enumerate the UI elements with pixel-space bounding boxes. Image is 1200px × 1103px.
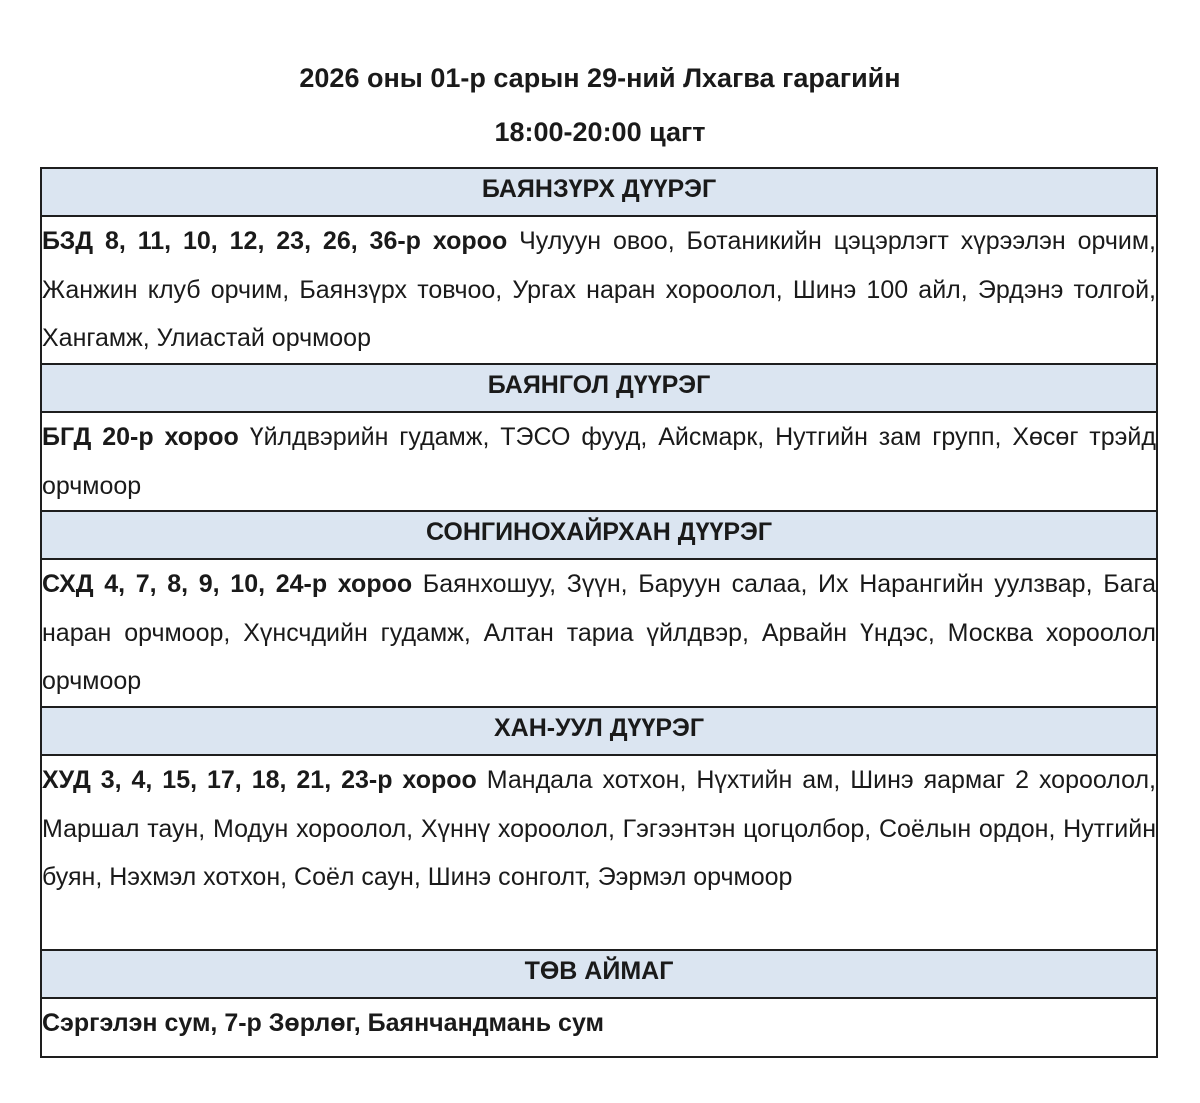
district-body-row: [41, 755, 1157, 950]
district-khoroo-list: БГД 20-р хороо: [42, 423, 239, 451]
district-header-row: [41, 707, 1157, 755]
district-khoroo-list: ХУД 3, 4, 15, 17, 18, 21, 23-р хороо: [42, 766, 477, 794]
district-name: ХАН-УУЛ ДҮҮРЭГ: [41, 707, 1157, 755]
district-name: ТӨВ АЙМАГ: [41, 950, 1157, 998]
district-khoroo-list: БЗД 8, 11, 10, 12, 23, 26, 36-р хороо: [42, 227, 508, 255]
district-header-row: [41, 511, 1157, 559]
district-locations: [41, 216, 1157, 364]
district-name: СОНГИНОХАЙРХАН ДҮҮРЭГ: [41, 511, 1157, 559]
district-header-row: [41, 950, 1157, 998]
district-body-row: [41, 559, 1157, 707]
district-locations: [41, 412, 1157, 511]
district-location-list: Чулуун овоо, Ботаникийн цэцэрлэгт хүрээлэн орчим, Жанжин клуб орчим, Баянзүрх товчоо, Ургах наран хороолол, Шинэ 100 айл, Эрдэнэ толгой, Хангамж, Улиастай орчмоор: [42, 227, 1156, 352]
district-khoroo-list: СХД 4, 7, 8, 9, 10, 24-р хороо: [42, 570, 413, 598]
district-header-row: [41, 168, 1157, 216]
district-name: БАЯНГОЛ ДҮҮРЭГ: [41, 364, 1157, 412]
district-body-row: [41, 412, 1157, 511]
schedule-date-title: 2026 оны 01-р сарын 29-ний Лхагва гарагийн: [299, 63, 901, 93]
district-location-list: Үйлдвэрийн гудамж, ТЭСО фууд, Айсмарк, Нутгийн зам групп, Хөсөг трэйд орчмоор: [42, 423, 1156, 500]
district-khoroo-list: Сэргэлэн сум, 7-р Зөрлөг, Баянчандмань сум: [42, 1009, 605, 1037]
district-locations: [41, 998, 1157, 1057]
district-header-row: [41, 364, 1157, 412]
district-name: БАЯНЗҮРХ ДҮҮРЭГ: [41, 168, 1157, 216]
district-body-row: [41, 216, 1157, 364]
district-locations: [41, 559, 1157, 707]
district-locations: [41, 755, 1157, 950]
district-body-row: [41, 998, 1157, 1057]
schedule-time-title: 18:00-20:00 цагт: [494, 117, 706, 147]
district-location-list: Мандала хотхон, Нүхтийн ам, Шинэ яармаг 2 хороолол, Маршал таун, Модун хороолол, Хүннү хороолол, Гэгээнтэн цогцолбор, Соёлын ордон, Нутгийн буян, Нэхмэл хотхон, Соёл саун, Шинэ сонголт, Ээрмэл орчмоор: [42, 766, 1156, 891]
district-location-list: Баянхошуу, Зүүн, Баруун салаа, Их Нарангийн уулзвар, Бага наран орчмоор, Хүнсчдийн гудамж, Алтан тариа үйлдвэр, Арвайн Үндэс, Москва хороолол орчмоор: [42, 570, 1156, 695]
outage-schedule-table: [40, 167, 1158, 1058]
